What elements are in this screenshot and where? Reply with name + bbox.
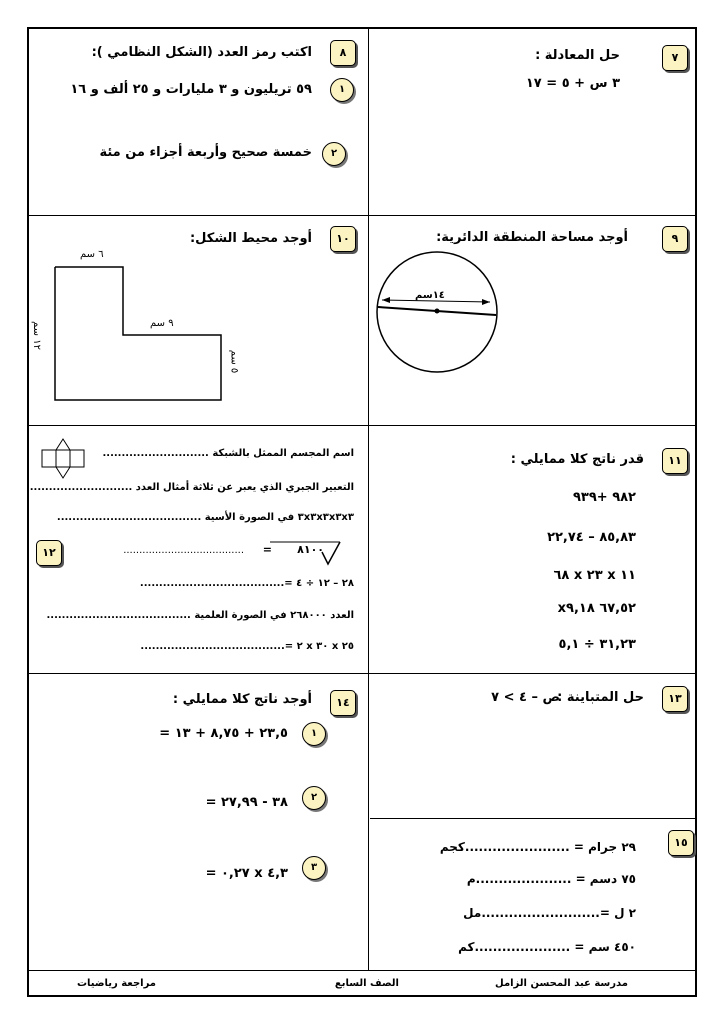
question-12-item-7: ٢٥ x ٣٠ x ٢ =......................................: [140, 641, 354, 652]
question-13-inequality: ص – ٤ > ٧: [491, 690, 560, 705]
question-11-number: ١١: [662, 448, 688, 474]
question-15-item-1: ٢٩ جرام = .......................كجم: [439, 840, 636, 854]
question-11-item-2: ٨٥,٨٣ – ٢٢,٧٤: [547, 530, 636, 545]
footer-school: مدرسة عبد المحسن الزامل: [495, 978, 628, 989]
divider-column: [368, 27, 369, 970]
footer-subject: مراجعة رياضيات: [76, 978, 156, 989]
question-15-item-3: ٢ ل =..........................مل: [463, 906, 636, 920]
question-14-item-3-number: ٣: [302, 856, 326, 880]
l-shape-diagram: [50, 260, 230, 410]
question-12-sqrt-value: ٨١٠٠: [297, 543, 324, 556]
question-14-item-2-number: ٢: [302, 786, 326, 810]
question-10-number: ١٠: [330, 226, 356, 252]
question-12-number: ١٢: [36, 540, 62, 566]
question-11-item-4: ٦٧,٥٢ x٩,١٨: [557, 601, 636, 616]
question-14-item-3: ٤,٣ x ٠,٢٧ =: [205, 866, 288, 881]
question-8-item-1: ٥٩ تريليون و ٣ مليارات و ٢٥ ألف و ١٦: [70, 82, 312, 97]
question-11-item-1: ٩٨٢ +٩٣٩: [572, 490, 636, 505]
footer-grade: الصف السابع: [334, 978, 399, 989]
question-8-title: اكتب رمز العدد (الشكل النظامي ):: [91, 45, 312, 60]
question-12-item-6: العدد ٢٦٨٠٠٠ في الصورة العلمية ......................................: [46, 610, 354, 621]
divider-row-3: [27, 673, 697, 674]
question-7-number: ٧: [662, 45, 688, 71]
question-14-number: ١٤: [330, 690, 356, 716]
question-12-item-5: ٢٨ – ١٢ ÷ ٤ =......................................: [139, 578, 354, 589]
question-10-title: أوجد محيط الشكل:: [189, 231, 312, 246]
question-7-equation: ٣ س + ٥ = ١٧: [525, 76, 620, 91]
question-13-number: ١٣: [662, 686, 688, 712]
shape-left-label: ١٢ سم: [30, 321, 42, 350]
shape-inner-label: ٩ سم: [150, 318, 174, 329]
divider-row-2: [27, 425, 697, 426]
question-12-sqrt-answer: ......................................: [123, 545, 244, 556]
shape-top-label: ٦ سم: [80, 249, 104, 260]
question-7-title: حل المعادلة :: [535, 48, 620, 63]
question-11-item-3: ١١ x ٢٣ x ٦٨: [553, 568, 636, 583]
question-11-title: قدر ناتج كلا ممايلي :: [510, 452, 644, 467]
question-12-item-3: ٣x٣x٣x٣x٣ في الصورة الأسية ......................................: [56, 512, 354, 523]
question-8-item-2: خمسة صحيح وأربعة أجزاء من مئة: [99, 145, 312, 160]
question-13-title: حل المتباينة :: [557, 690, 644, 705]
question-14-item-1-number: ١: [302, 722, 326, 746]
question-8-item-2-number: ٢: [322, 142, 346, 166]
question-14-item-1: ٢٣,٥ + ٨,٧٥ + ١٣ =: [159, 726, 288, 741]
question-12-item-1: اسم المجسم الممثل بالشبكة ............................: [102, 448, 354, 459]
divider-row-1: [27, 215, 697, 216]
question-15-number: ١٥: [668, 830, 694, 856]
question-11-item-5: ٣١,٢٣ ÷ ٥,١: [558, 637, 636, 652]
divider-footer: [27, 970, 697, 971]
question-15-item-4: ٤٥٠ سم = .....................كم: [458, 940, 636, 954]
question-15-item-2: ٧٥ دسم = .....................م: [466, 872, 636, 886]
shape-right-label: ٥ سم: [228, 349, 240, 374]
divider-q13-q15: [370, 818, 697, 819]
question-8-item-1-number: ١: [330, 78, 354, 102]
question-12-item-2: التعبير الجبري الذي يعبر عن ثلاثة أمثال العدد ...........................: [29, 482, 354, 493]
question-14-title: أوجد ناتج كلا ممايلي :: [172, 692, 312, 707]
prism-net-diagram: [38, 437, 92, 479]
question-9-number: ٩: [662, 226, 688, 252]
question-8-number: ٨: [330, 40, 356, 66]
question-9-title: أوجد مساحة المنطقة الدائرية:: [436, 230, 628, 245]
circle-diagram: [370, 245, 510, 385]
question-14-item-2: ٣٨ - ٢٧,٩٩ =: [205, 795, 288, 810]
question-12-sqrt-equals: =: [262, 543, 272, 556]
circle-diameter-label: ١٤سم: [415, 290, 445, 301]
